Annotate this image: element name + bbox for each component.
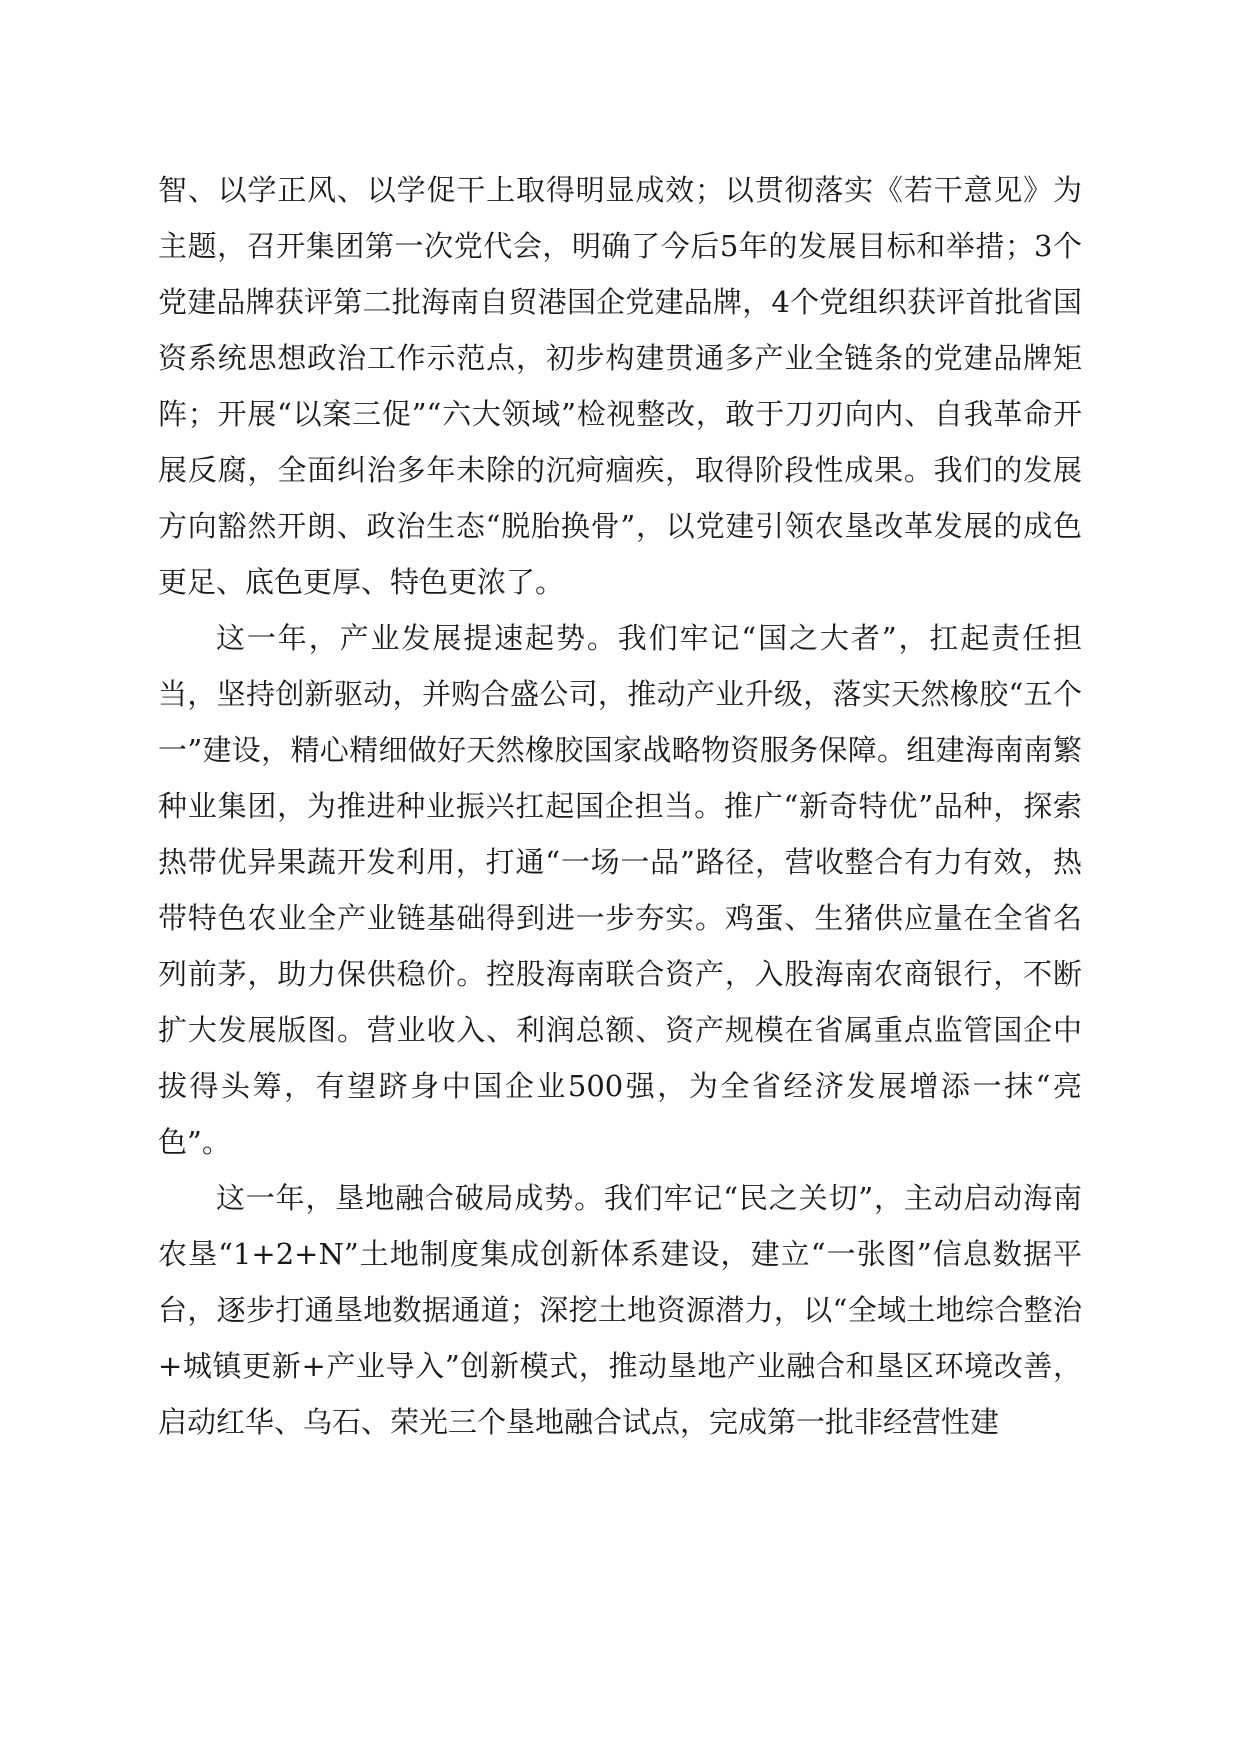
- paragraph-industry-development: 这一年，产业发展提速起势。我们牢记“国之大者”，扛起责任担当，坚持创新驱动，并购合盛公司，推动产业升级，落实天然橡胶“五个一”建设，精心精细做好天然橡胶国家战略物资服务保障。组建海南南繁种业集团，为推进种业振兴扛起国企担当。推广“新奇特优”品种，探索热带优异果蔬开发利用，打通“一场一品”路径，营收整合有力有效，热带特色农业全产业链基础得到进一步夯实。鸡蛋、生猪供应量在全省名列前茅，助力保供稳价。控股海南联合资产，入股海南农商银行，不断扩大发展版图。营业收入、利润总额、资产规模在省属重点监管国企中拔得头筹，有望跻身中国企业500强，为全省经济发展增添一抹“亮色”。: [158, 621, 1082, 1159]
- paragraph-party-building: 智、以学正风、以学促干上取得明显成效；以贯彻落实《若干意见》为主题，召开集团第一次党代会，明确了今后5年的发展目标和举措；3个党建品牌获评第二批海南自贸港国企党建品牌，4个党组织获评首批省国资系统思想政治工作示范点，初步构建贯通多产业全链条的党建品牌矩阵；开展“以案三促”“六大领域”检视整改，敢于刀刃向内、自我革命开展反腐，全面纠治多年未除的沉疴痼疾，取得阶段性成果。我们的发展方向豁然开朗、政治生态“脱胎换骨”，以党建引领农垦改革发展的成色更足、底色更厚、特色更浓了。: [158, 173, 1082, 599]
- paragraph-land-integration: 这一年，垦地融合破局成势。我们牢记“民之关切”，主动启动海南农垦“1+2+N”土地制度集成创新体系建设，建立“一张图”信息数据平台，逐步打通垦地数据通道；深挖土地资源潜力，以“全域土地综合整治+城镇更新+产业导入”创新模式，推动垦地产业融合和垦区环境改善，启动红华、乌石、荣光三个垦地融合试点，完成第一批非经营性建: [158, 1181, 1082, 1439]
- document-page: [158, 162, 1082, 1450]
